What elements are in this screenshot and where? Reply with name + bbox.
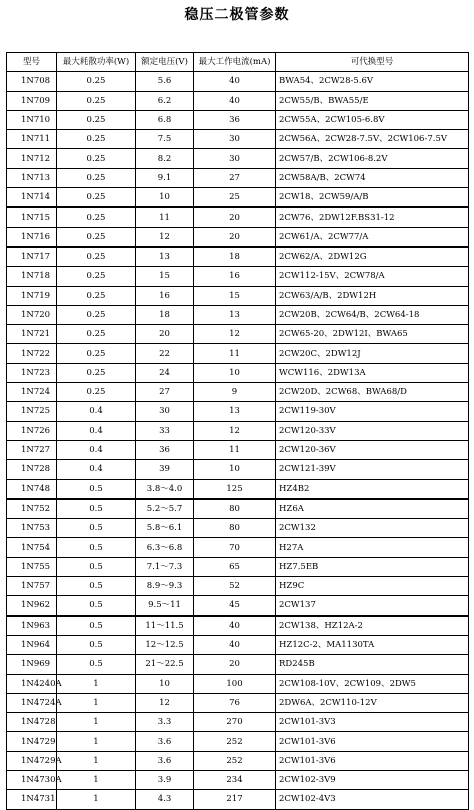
cell-substitutes: 2CW55/B、BWA55/E <box>276 91 469 110</box>
cell-rated-voltage: 8.9～9.3 <box>136 577 194 596</box>
cell-rated-voltage: 39 <box>136 460 194 479</box>
table-row <box>7 499 469 519</box>
cell-max-current: 40 <box>194 616 276 636</box>
cell-max-current: 27 <box>194 168 276 187</box>
table-row <box>7 616 469 636</box>
cell-substitutes: 2CW120-36V <box>276 440 469 459</box>
cell-model: 1N4729 <box>7 732 57 751</box>
cell-max-power: 1 <box>57 751 136 770</box>
table-row <box>7 110 469 129</box>
cell-model: 1N725 <box>7 402 57 421</box>
table-row <box>7 421 469 440</box>
table-row <box>7 790 469 809</box>
table-row <box>7 577 469 596</box>
cell-model: 1N969 <box>7 655 57 674</box>
cell-model: 1N716 <box>7 227 57 247</box>
cell-model: 1N709 <box>7 91 57 110</box>
cell-rated-voltage: 22 <box>136 344 194 363</box>
cell-rated-voltage: 3.6 <box>136 732 194 751</box>
cell-max-power: 0.5 <box>57 557 136 576</box>
cell-max-power: 0.5 <box>57 616 136 636</box>
table-row <box>7 674 469 693</box>
cell-max-current: 18 <box>194 247 276 267</box>
cell-model: 1N963 <box>7 616 57 636</box>
cell-substitutes: 2CW112-15V、2CW78/A <box>276 267 469 286</box>
cell-rated-voltage: 5.2～5.7 <box>136 499 194 519</box>
cell-substitutes: 2DW6A、2CW110-12V <box>276 693 469 712</box>
cell-rated-voltage: 18 <box>136 305 194 324</box>
cell-rated-voltage: 3.8～4.0 <box>136 479 194 499</box>
cell-model: 1N964 <box>7 635 57 654</box>
cell-substitutes: 2CW101-3V6 <box>276 751 469 770</box>
cell-max-current: 80 <box>194 499 276 519</box>
table-row <box>7 479 469 499</box>
table-row <box>7 770 469 789</box>
cell-rated-voltage: 11～11.5 <box>136 616 194 636</box>
cell-max-power: 0.25 <box>57 344 136 363</box>
cell-rated-voltage: 10 <box>136 674 194 693</box>
cell-substitutes: HZ7.5EB <box>276 557 469 576</box>
cell-substitutes: WCW116、2DW13A <box>276 363 469 382</box>
cell-max-current: 11 <box>194 344 276 363</box>
cell-max-power: 0.5 <box>57 519 136 538</box>
cell-rated-voltage: 12 <box>136 693 194 712</box>
cell-model: 1N4240A <box>7 674 57 693</box>
cell-model: 1N757 <box>7 577 57 596</box>
cell-substitutes: 2CW55A、2CW105-6.8V <box>276 110 469 129</box>
cell-substitutes: 2CW102-3V9 <box>276 770 469 789</box>
cell-rated-voltage: 24 <box>136 363 194 382</box>
table-row <box>7 732 469 751</box>
cell-substitutes: 2CW138、HZ12A-2 <box>276 616 469 636</box>
table-body <box>7 72 469 809</box>
cell-max-power: 1 <box>57 674 136 693</box>
header-model: 型号 <box>7 53 57 72</box>
cell-max-current: 11 <box>194 440 276 459</box>
cell-model: 1N711 <box>7 130 57 149</box>
cell-substitutes: 2CW121-39V <box>276 460 469 479</box>
cell-max-power: 0.5 <box>57 479 136 499</box>
cell-max-current: 252 <box>194 732 276 751</box>
table-row <box>7 325 469 344</box>
cell-max-power: 0.25 <box>57 227 136 247</box>
cell-rated-voltage: 30 <box>136 402 194 421</box>
cell-substitutes: HZ4B2 <box>276 479 469 499</box>
header-max-power: 最大耗散功率(W) <box>57 53 136 72</box>
cell-substitutes: HZ6A <box>276 499 469 519</box>
cell-max-current: 65 <box>194 557 276 576</box>
cell-max-current: 13 <box>194 402 276 421</box>
cell-model: 1N962 <box>7 596 57 616</box>
table-row <box>7 188 469 208</box>
cell-rated-voltage: 33 <box>136 421 194 440</box>
cell-max-current: 25 <box>194 188 276 208</box>
cell-rated-voltage: 36 <box>136 440 194 459</box>
cell-model: 1N708 <box>7 72 57 91</box>
cell-model: 1N4729A <box>7 751 57 770</box>
table-row <box>7 227 469 247</box>
cell-max-power: 0.25 <box>57 305 136 324</box>
table-row <box>7 751 469 770</box>
cell-max-power: 0.25 <box>57 383 136 402</box>
cell-max-current: 10 <box>194 363 276 382</box>
cell-rated-voltage: 7.5 <box>136 130 194 149</box>
header-max-current: 最大工作电流(mA) <box>194 53 276 72</box>
table-row <box>7 267 469 286</box>
cell-max-power: 0.25 <box>57 72 136 91</box>
cell-model: 1N754 <box>7 538 57 557</box>
cell-rated-voltage: 9.1 <box>136 168 194 187</box>
cell-rated-voltage: 5.8～6.1 <box>136 519 194 538</box>
cell-rated-voltage: 15 <box>136 267 194 286</box>
cell-max-power: 0.25 <box>57 325 136 344</box>
cell-max-current: 15 <box>194 286 276 305</box>
table-row <box>7 168 469 187</box>
zener-parameter-table <box>6 52 469 810</box>
cell-max-current: 80 <box>194 519 276 538</box>
cell-model: 1N710 <box>7 110 57 129</box>
header-rated-voltage: 额定电压(V) <box>136 53 194 72</box>
table-row <box>7 383 469 402</box>
cell-max-power: 0.5 <box>57 596 136 616</box>
cell-substitutes: 2CW102-4V3 <box>276 790 469 809</box>
table-row <box>7 247 469 267</box>
table-row <box>7 655 469 674</box>
cell-max-power: 1 <box>57 790 136 809</box>
table-row <box>7 635 469 654</box>
cell-max-power: 0.4 <box>57 421 136 440</box>
cell-substitutes: 2CW119-30V <box>276 402 469 421</box>
cell-model: 1N723 <box>7 363 57 382</box>
table-row <box>7 557 469 576</box>
page-title: 稳压二极管参数 <box>184 7 290 23</box>
table-row <box>7 363 469 382</box>
cell-max-current: 45 <box>194 596 276 616</box>
cell-model: 1N727 <box>7 440 57 459</box>
cell-substitutes: BWA54、2CW28-5.6V <box>276 72 469 91</box>
cell-max-power: 0.25 <box>57 110 136 129</box>
cell-rated-voltage: 27 <box>136 383 194 402</box>
cell-model: 1N722 <box>7 344 57 363</box>
cell-substitutes: 2CW120-33V <box>276 421 469 440</box>
cell-rated-voltage: 9.5～11 <box>136 596 194 616</box>
cell-max-power: 0.5 <box>57 577 136 596</box>
cell-substitutes: 2CW76、2DW12F.BS31-12 <box>276 207 469 227</box>
cell-max-current: 36 <box>194 110 276 129</box>
table-row <box>7 91 469 110</box>
table-row <box>7 207 469 227</box>
cell-max-current: 234 <box>194 770 276 789</box>
cell-model: 1N719 <box>7 286 57 305</box>
cell-max-current: 70 <box>194 538 276 557</box>
table-row <box>7 596 469 616</box>
cell-max-current: 20 <box>194 655 276 674</box>
cell-rated-voltage: 21～22.5 <box>136 655 194 674</box>
cell-substitutes: H27A <box>276 538 469 557</box>
cell-rated-voltage: 4.3 <box>136 790 194 809</box>
cell-max-power: 0.5 <box>57 538 136 557</box>
cell-substitutes: 2CW62/A、2DW12G <box>276 247 469 267</box>
cell-model: 1N755 <box>7 557 57 576</box>
cell-max-power: 0.4 <box>57 440 136 459</box>
cell-model: 1N726 <box>7 421 57 440</box>
cell-substitutes: 2CW57/B、2CW106-8.2V <box>276 149 469 168</box>
cell-max-power: 0.25 <box>57 267 136 286</box>
table-row <box>7 286 469 305</box>
cell-model: 1N715 <box>7 207 57 227</box>
cell-max-power: 0.4 <box>57 402 136 421</box>
cell-substitutes: RD245B <box>276 655 469 674</box>
cell-max-current: 13 <box>194 305 276 324</box>
table-row <box>7 149 469 168</box>
cell-max-power: 1 <box>57 693 136 712</box>
cell-model: 1N752 <box>7 499 57 519</box>
cell-max-current: 12 <box>194 325 276 344</box>
cell-max-current: 40 <box>194 91 276 110</box>
cell-rated-voltage: 6.2 <box>136 91 194 110</box>
cell-max-current: 10 <box>194 460 276 479</box>
table-row <box>7 344 469 363</box>
cell-max-current: 125 <box>194 479 276 499</box>
cell-max-current: 16 <box>194 267 276 286</box>
cell-max-power: 0.5 <box>57 655 136 674</box>
cell-substitutes: 2CW61/A、2CW77/A <box>276 227 469 247</box>
cell-model: 1N728 <box>7 460 57 479</box>
cell-max-current: 40 <box>194 72 276 91</box>
cell-rated-voltage: 6.8 <box>136 110 194 129</box>
cell-max-power: 0.25 <box>57 168 136 187</box>
cell-model: 1N4731 <box>7 790 57 809</box>
cell-max-power: 1 <box>57 732 136 751</box>
cell-substitutes: 2CW20B、2CW64/B、2CW64-18 <box>276 305 469 324</box>
cell-model: 1N4730A <box>7 770 57 789</box>
table-row <box>7 519 469 538</box>
cell-max-power: 0.5 <box>57 635 136 654</box>
cell-substitutes: 2CW137 <box>276 596 469 616</box>
cell-max-current: 9 <box>194 383 276 402</box>
cell-substitutes: 2CW108-10V、2CW109、2DW5 <box>276 674 469 693</box>
cell-max-power: 0.25 <box>57 207 136 227</box>
table-row <box>7 72 469 91</box>
cell-model: 1N714 <box>7 188 57 208</box>
header-substitutes: 可代换型号 <box>276 53 469 72</box>
cell-max-power: 0.25 <box>57 188 136 208</box>
cell-model: 1N713 <box>7 168 57 187</box>
cell-substitutes: 2CW132 <box>276 519 469 538</box>
cell-rated-voltage: 11 <box>136 207 194 227</box>
cell-max-current: 12 <box>194 421 276 440</box>
cell-model: 1N748 <box>7 479 57 499</box>
cell-rated-voltage: 6.3～6.8 <box>136 538 194 557</box>
table-row <box>7 402 469 421</box>
cell-substitutes: 2CW56A、2CW28-7.5V、2CW106-7.5V <box>276 130 469 149</box>
cell-substitutes: 2CW65-20、2DW12I、BWA65 <box>276 325 469 344</box>
cell-model: 1N717 <box>7 247 57 267</box>
cell-model: 1N712 <box>7 149 57 168</box>
cell-rated-voltage: 3.9 <box>136 770 194 789</box>
cell-rated-voltage: 7.1～7.3 <box>136 557 194 576</box>
table-row <box>7 130 469 149</box>
cell-max-current: 252 <box>194 751 276 770</box>
cell-rated-voltage: 13 <box>136 247 194 267</box>
table-row <box>7 440 469 459</box>
cell-rated-voltage: 12 <box>136 227 194 247</box>
cell-max-current: 40 <box>194 635 276 654</box>
cell-rated-voltage: 5.6 <box>136 72 194 91</box>
cell-substitutes: 2CW20D、2CW68、BWA68/D <box>276 383 469 402</box>
cell-max-power: 1 <box>57 770 136 789</box>
cell-model: 1N718 <box>7 267 57 286</box>
cell-max-power: 0.25 <box>57 363 136 382</box>
cell-model: 1N4724A <box>7 693 57 712</box>
cell-max-current: 100 <box>194 674 276 693</box>
cell-max-current: 30 <box>194 130 276 149</box>
cell-substitutes: 2CW63/A/B、2DW12H <box>276 286 469 305</box>
cell-model: 1N753 <box>7 519 57 538</box>
cell-rated-voltage: 3.3 <box>136 713 194 732</box>
cell-max-current: 20 <box>194 207 276 227</box>
cell-substitutes: 2CW101-3V6 <box>276 732 469 751</box>
cell-substitutes: 2CW18、2CW59/A/B <box>276 188 469 208</box>
cell-rated-voltage: 20 <box>136 325 194 344</box>
cell-model: 1N724 <box>7 383 57 402</box>
cell-max-power: 0.25 <box>57 91 136 110</box>
cell-substitutes: 2CW20C、2DW12J <box>276 344 469 363</box>
cell-max-power: 0.25 <box>57 130 136 149</box>
cell-rated-voltage: 3.6 <box>136 751 194 770</box>
cell-max-current: 30 <box>194 149 276 168</box>
cell-max-power: 1 <box>57 713 136 732</box>
cell-max-current: 76 <box>194 693 276 712</box>
cell-substitutes: HZ9C <box>276 577 469 596</box>
cell-model: 1N721 <box>7 325 57 344</box>
cell-max-power: 0.5 <box>57 499 136 519</box>
cell-substitutes: 2CW58A/B、2CW74 <box>276 168 469 187</box>
cell-model: 1N4728 <box>7 713 57 732</box>
cell-rated-voltage: 12～12.5 <box>136 635 194 654</box>
table-row <box>7 460 469 479</box>
cell-max-power: 0.25 <box>57 149 136 168</box>
cell-substitutes: HZ12C-2、MA1130TA <box>276 635 469 654</box>
cell-max-current: 20 <box>194 227 276 247</box>
table-header-row <box>7 53 469 72</box>
table-row <box>7 693 469 712</box>
cell-rated-voltage: 10 <box>136 188 194 208</box>
cell-rated-voltage: 8.2 <box>136 149 194 168</box>
cell-max-power: 0.4 <box>57 460 136 479</box>
cell-substitutes: 2CW101-3V3 <box>276 713 469 732</box>
cell-max-current: 217 <box>194 790 276 809</box>
table-row <box>7 305 469 324</box>
cell-model: 1N720 <box>7 305 57 324</box>
cell-max-power: 0.25 <box>57 286 136 305</box>
table-row <box>7 713 469 732</box>
cell-max-current: 270 <box>194 713 276 732</box>
cell-max-current: 52 <box>194 577 276 596</box>
cell-max-power: 0.25 <box>57 247 136 267</box>
cell-rated-voltage: 16 <box>136 286 194 305</box>
table-row <box>7 538 469 557</box>
